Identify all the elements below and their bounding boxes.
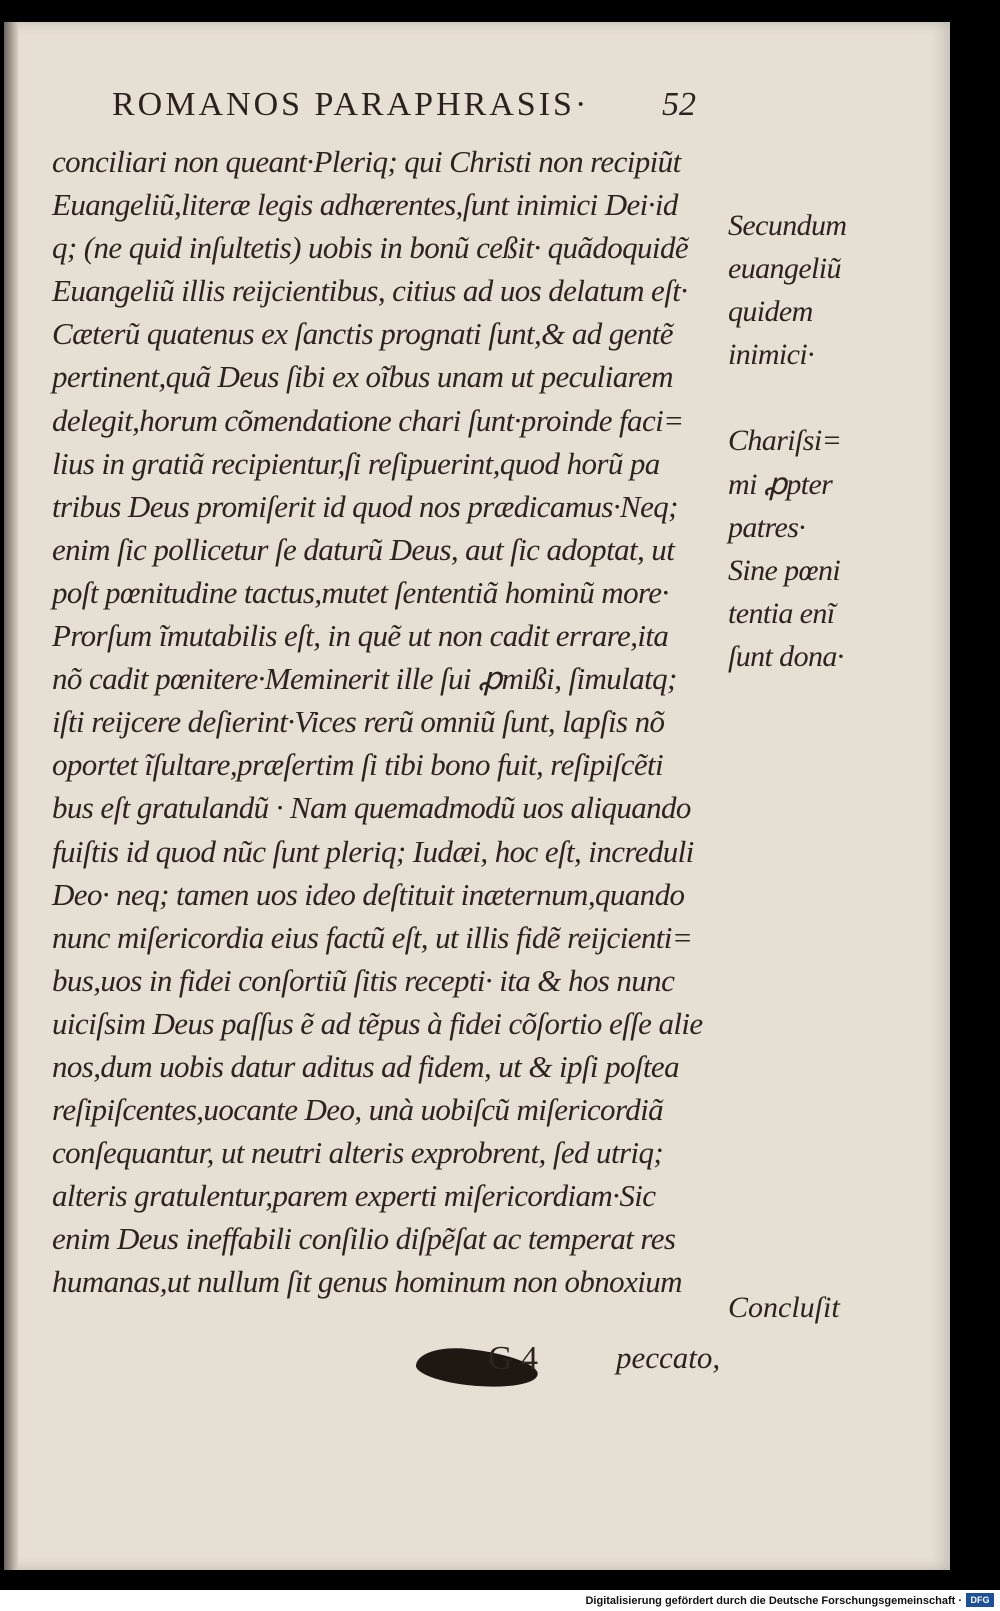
text-line: Cæterũ quatenus ex ſanctis prognati ſunt,& ad gentẽ	[52, 316, 673, 352]
margin-note-line: inimici·	[728, 338, 815, 372]
text-line: alteris gratulentur,parem experti miſericordiam·Sic	[52, 1178, 656, 1214]
text-line: iſti reijcere deſierint·Vices rerũ omniũ ſunt, lapſis nõ	[52, 704, 665, 740]
margin-note-line: Secundum	[728, 209, 847, 242]
text-line: Prorſum ĩmutabilis eſt, in quẽ ut non cadit errare,ita	[52, 618, 669, 654]
page-number: 52	[662, 86, 696, 123]
margin-note-line: patres·	[728, 510, 806, 544]
margin-note-line: ſunt dona·	[728, 639, 844, 673]
running-head: ROMANOS PARAPHRASIS·	[112, 86, 590, 123]
text-line: Euangeliũ illis reijcientibus, citius ad uos delatum eſt·	[52, 273, 688, 309]
text-line: bus,uos in fidei conſortiũ ſitis recepti· ita & hos nunc	[52, 962, 675, 998]
margin-note-line: quidem	[728, 295, 813, 329]
text-line: oportet ĩſultare,præſertim ſi tibi bono fuit, reſipiſcẽti	[52, 747, 664, 783]
book-page	[4, 22, 950, 1570]
text-line: conſequantur, ut neutri alteris exprobrent, ſed utriq;	[52, 1135, 664, 1171]
digitization-footer	[0, 1590, 1000, 1611]
text-line: fuiſtis id quod nũc ſunt pleriq; Iudæi, hoc eſt, increduli	[52, 833, 694, 869]
signature-mark: G 4	[488, 1340, 539, 1377]
catchword: peccato,	[616, 1340, 721, 1375]
margin-note-line: mi ꝓpter	[728, 467, 833, 501]
dfg-logo: DFG	[966, 1593, 994, 1607]
marginalia	[728, 204, 898, 678]
text-line: Deo· neq; tamen uos ideo deſtituit inæternum,quando	[52, 876, 685, 912]
text-line: delegit,horum cõmendatione chari ſunt·proinde faci=	[52, 402, 684, 438]
text-line: bus eſt gratulandũ · Nam quemadmodũ uos aliquando	[52, 790, 691, 826]
text-line: uiciſsim Deus paſſus ẽ ad tẽpus à fidei cõſortio eſſe alie	[52, 1005, 703, 1041]
body-text	[52, 140, 732, 1304]
margin-note-line: Chariſsi=	[728, 424, 842, 458]
text-line: nunc miſericordia eius factũ eſt, ut illis fidẽ reijcienti=	[52, 919, 693, 955]
text-line: poſt pœnitudine tactus,mutet ſententiã hominũ more·	[52, 574, 669, 610]
margin-note-bottom: Concluſit	[728, 1291, 840, 1324]
text-line: nõ cadit pœnitere·Meminerit ille ſui ꝓmißi, ſimulatq;	[52, 661, 677, 697]
text-line: conciliari non queant·Pleriq; qui Christi non recipiũt	[52, 144, 681, 179]
text-line: humanas,ut nullum ſit genus hominum non obnoxium	[52, 1264, 682, 1300]
text-line: enim ſic pollicetur ſe daturũ Deus, aut ſic adoptat, ut	[52, 531, 675, 567]
margin-note-line: tentia enĩ	[728, 596, 835, 630]
margin-note-line: euangeliũ	[728, 252, 841, 286]
text-line: q; (ne quid inſultetis) uobis in bonũ ceßit· quãdoquidẽ	[52, 230, 688, 266]
text-line: nos,dum uobis datur aditus ad fidem, ut & ipſi poſtea	[52, 1048, 679, 1084]
margin-note-line: Sine pœni	[728, 553, 841, 587]
text-line: lius in gratiã recipientur,ſi reſipuerint,quod horũ pa	[52, 445, 660, 481]
book-gutter-shadow	[4, 22, 18, 1570]
text-line: reſipiſcentes,uocante Deo, unà uobiſcũ miſericordiã	[52, 1092, 664, 1128]
text-line: pertinent,quã Deus ſibi ex oĩbus unam ut peculiarem	[52, 359, 673, 395]
text-line: enim Deus ineffabili conſilio diſpẽſat ac temperat res	[52, 1221, 676, 1257]
text-line: tribus Deus promiſerit id quod nos prædicamus·Neq;	[52, 488, 678, 524]
footer-credit: Digitalisierung gefördert durch die Deutsche Forschungsgemeinschaft ·	[585, 1595, 962, 1607]
text-line: Euangeliũ,literæ legis adhærentes,ſunt inimici Dei·id	[52, 187, 678, 223]
